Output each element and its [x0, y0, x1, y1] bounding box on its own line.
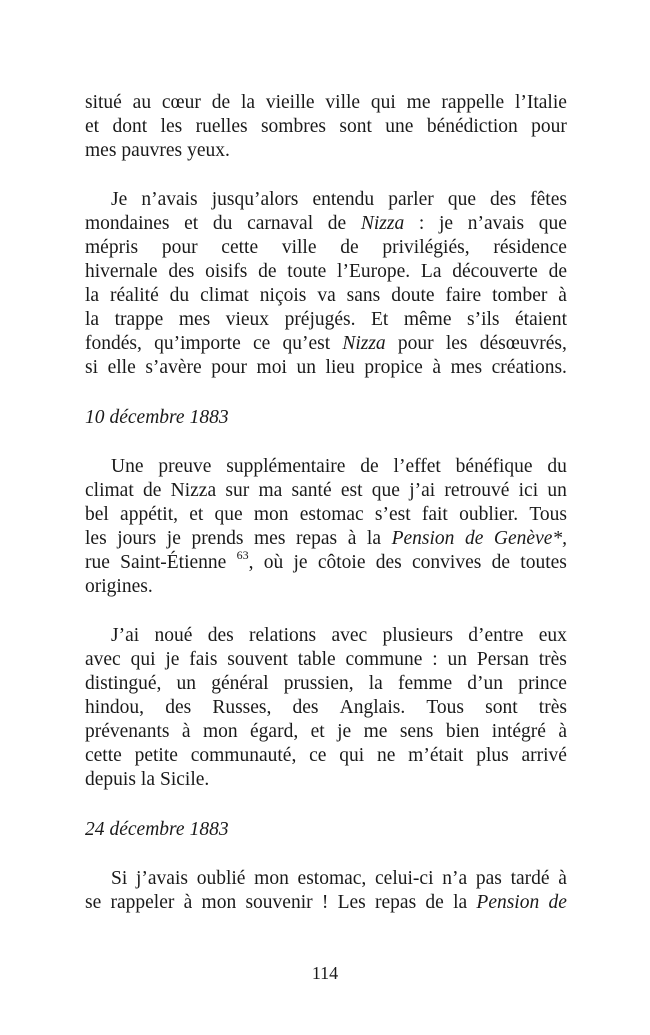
word: décembre — [109, 819, 185, 840]
word: côtoie — [317, 552, 366, 573]
word: souvent — [227, 649, 288, 670]
word: Anglais. — [339, 697, 406, 718]
word: Persan — [476, 649, 529, 670]
word: la — [85, 309, 100, 330]
word: oublier. — [459, 504, 519, 525]
word: que — [371, 480, 400, 501]
word: mépris — [85, 237, 139, 258]
word: 24 — [85, 819, 105, 840]
word: Sicile. — [160, 769, 210, 790]
text-line — [85, 575, 567, 599]
word: Les — [337, 892, 366, 913]
word: Pension — [476, 892, 540, 913]
word: trappe — [114, 309, 164, 330]
word: est — [340, 480, 363, 501]
word: de — [340, 237, 359, 258]
text-line — [85, 356, 567, 380]
word: ville — [281, 237, 317, 258]
word: cette — [221, 237, 259, 258]
word: Je — [111, 189, 128, 210]
word: de — [360, 456, 379, 477]
word: plus — [476, 745, 509, 766]
word: résidence — [493, 237, 567, 258]
word: très — [538, 697, 567, 718]
word: relations — [249, 625, 317, 646]
word: préjugés. — [284, 309, 356, 330]
word: rue — [85, 552, 110, 573]
word: de — [491, 552, 511, 573]
word: arrivé — [521, 745, 567, 766]
word: un — [176, 673, 197, 694]
diary-date-heading — [85, 406, 567, 430]
word: je — [439, 213, 454, 234]
word: me — [363, 721, 388, 742]
word: un — [296, 357, 316, 378]
word: tomber — [492, 285, 548, 306]
text-line — [85, 308, 567, 332]
word: de — [258, 261, 277, 282]
word: découverte — [452, 261, 538, 282]
text-line — [85, 139, 567, 163]
paragraph — [85, 188, 567, 380]
word: fais — [189, 649, 218, 670]
diary-date-heading — [85, 818, 567, 842]
word: de — [425, 892, 444, 913]
word: même — [403, 309, 452, 330]
word: l’Europe. — [337, 261, 411, 282]
word: ma — [258, 480, 283, 501]
word: communauté, — [190, 745, 297, 766]
word: depuis — [85, 769, 136, 790]
word: s’est — [374, 504, 411, 525]
word: de — [327, 213, 347, 234]
word: mon — [201, 892, 237, 913]
word: n’avais — [141, 189, 198, 210]
word: du — [547, 456, 567, 477]
word: oisifs — [205, 261, 248, 282]
word: niçois — [259, 285, 307, 306]
word: à — [183, 892, 193, 913]
word: et — [85, 116, 100, 137]
word: repas — [295, 528, 338, 549]
word: se — [85, 892, 102, 913]
word: décembre — [109, 407, 185, 428]
word: Genève*, — [493, 528, 567, 549]
word: distingué, — [85, 673, 162, 694]
word: de — [464, 528, 484, 549]
text-line — [85, 768, 567, 792]
text-line — [85, 406, 567, 430]
word: oublié — [196, 868, 246, 889]
word: ruelles — [195, 116, 248, 137]
word: au — [132, 92, 152, 113]
word: entendu — [312, 189, 375, 210]
text-line — [85, 624, 567, 648]
word: la — [140, 769, 155, 790]
word: je — [165, 649, 180, 670]
word: mes — [178, 309, 211, 330]
word: ici — [518, 480, 539, 501]
word: doute — [391, 285, 435, 306]
word: cœur — [161, 92, 201, 113]
word: mon — [253, 504, 289, 525]
word: qui — [339, 745, 365, 766]
word: s’ils — [467, 309, 500, 330]
word: que — [538, 213, 567, 234]
text-line — [85, 284, 567, 308]
word: que — [214, 504, 243, 525]
word: n’avais — [467, 213, 525, 234]
text-line — [85, 260, 567, 284]
word: à — [347, 528, 357, 549]
word: mes — [254, 528, 286, 549]
word: pas — [475, 868, 502, 889]
word: je — [293, 552, 308, 573]
word: si — [85, 357, 99, 378]
word: rappelle — [441, 92, 505, 113]
word: tardé — [510, 868, 550, 889]
word: des — [168, 261, 195, 282]
word: les — [85, 528, 107, 549]
word: yeux. — [187, 140, 230, 161]
word: Si — [111, 868, 128, 889]
word: ne — [376, 745, 396, 766]
text-line — [85, 479, 567, 503]
word: pour — [161, 237, 198, 258]
word: de — [548, 261, 567, 282]
word: : — [418, 213, 425, 234]
text-line — [85, 455, 567, 479]
word: étaient — [515, 309, 567, 330]
word: de — [211, 92, 231, 113]
word: mon — [202, 721, 238, 742]
word: elle — [107, 357, 136, 378]
word: prends — [191, 528, 244, 549]
word: toute — [287, 261, 327, 282]
word: sans — [346, 285, 381, 306]
word: où — [263, 552, 284, 573]
word: parler — [388, 189, 434, 210]
word: : — [432, 649, 438, 670]
word: femme — [398, 673, 453, 694]
word: ce — [309, 745, 327, 766]
word: qu’importe — [154, 333, 241, 354]
word: ce — [252, 333, 271, 354]
word: l’effet — [393, 456, 441, 477]
word: je — [166, 528, 181, 549]
word: de — [142, 480, 162, 501]
page-number: 114 — [311, 963, 339, 983]
word: les — [160, 116, 183, 137]
text-line — [85, 648, 567, 672]
text-line — [85, 891, 567, 915]
word: que — [447, 189, 476, 210]
word: prussien, — [283, 673, 354, 694]
word: un — [547, 480, 567, 501]
word: La — [420, 261, 442, 282]
word: supplémentaire — [226, 456, 346, 477]
word: table — [297, 649, 336, 670]
word: de — [548, 892, 567, 913]
word: estomac, — [297, 868, 367, 889]
word: santé — [291, 480, 332, 501]
word: vieille — [265, 92, 315, 113]
word: prince — [518, 673, 567, 694]
word: sens — [399, 721, 434, 742]
word: faire — [445, 285, 482, 306]
text-line — [85, 236, 567, 260]
word: celui-ci — [375, 868, 434, 889]
word: propice — [364, 357, 423, 378]
word: prévenants — [85, 721, 170, 742]
text-line — [85, 91, 567, 115]
word: mondaines — [85, 213, 170, 234]
word: la — [85, 285, 100, 306]
word: mes — [85, 140, 117, 161]
text-line — [85, 696, 567, 720]
paragraph — [85, 624, 567, 792]
word: je — [337, 721, 352, 742]
word: les — [445, 333, 468, 354]
word: dont — [112, 116, 148, 137]
word: fait — [421, 504, 448, 525]
word: avec — [85, 649, 121, 670]
text-line — [85, 547, 567, 575]
word: 1883 — [189, 407, 229, 428]
word: rappeler — [110, 892, 175, 913]
word: Nizza — [360, 213, 405, 234]
word: une — [385, 116, 414, 137]
word: et — [184, 213, 199, 234]
word: pour — [531, 116, 567, 137]
word: Russes, — [212, 697, 272, 718]
word: privilégiés, — [382, 237, 470, 258]
word: noué — [154, 625, 193, 646]
text-line — [85, 744, 567, 768]
word: sombres — [260, 116, 326, 137]
word: et — [189, 504, 204, 525]
word: preuve — [158, 456, 212, 477]
paragraph — [85, 91, 567, 163]
word: pour — [211, 357, 247, 378]
word: sont — [485, 697, 518, 718]
word: estomac — [299, 504, 364, 525]
word: l’Italie — [514, 92, 567, 113]
word: Et — [371, 309, 389, 330]
word: cette — [85, 745, 122, 766]
word: convives — [412, 552, 482, 573]
word: situé — [85, 92, 122, 113]
word: créations. — [491, 357, 567, 378]
text-line — [85, 115, 567, 139]
word: à — [432, 357, 442, 378]
paragraph — [85, 867, 567, 915]
word: réalité — [110, 285, 159, 306]
text-line — [85, 867, 567, 891]
word: d’entre — [468, 625, 524, 646]
word: carnaval — [247, 213, 314, 234]
word: bénédiction — [426, 116, 518, 137]
word: Tous — [426, 697, 464, 718]
word: fêtes — [530, 189, 567, 210]
paragraph — [85, 455, 567, 599]
word: fondés, — [85, 333, 142, 354]
word: lieu — [325, 357, 355, 378]
word: ! — [321, 892, 329, 913]
word: 1883 — [189, 819, 229, 840]
word: moi — [256, 357, 287, 378]
word: hivernale — [85, 261, 158, 282]
word: égard, — [250, 721, 299, 742]
word: mon — [254, 868, 289, 889]
word: origines. — [85, 576, 153, 597]
word: qui — [130, 649, 156, 670]
word: j’ai — [409, 480, 436, 501]
word: pour — [397, 333, 434, 354]
word: sur — [225, 480, 250, 501]
word: vieux — [225, 309, 270, 330]
word: très — [538, 649, 567, 670]
text-line — [85, 503, 567, 527]
text-line — [85, 527, 567, 551]
word: un — [447, 649, 468, 670]
word: intégré — [491, 721, 546, 742]
word: des — [490, 189, 517, 210]
word: Nizza — [170, 480, 217, 501]
text-line — [85, 332, 567, 356]
word: climat — [85, 480, 134, 501]
word: des — [207, 625, 234, 646]
word: petite — [134, 745, 178, 766]
word: n’a — [442, 868, 468, 889]
text-line — [85, 720, 567, 744]
text-line — [85, 818, 567, 842]
word: eux — [538, 625, 567, 646]
word: retrouvé — [444, 480, 510, 501]
word: appétit, — [120, 504, 178, 525]
text-line — [85, 212, 567, 236]
word: j’avais — [135, 868, 188, 889]
word: Saint-Étienne — [120, 552, 227, 573]
word: la — [368, 673, 383, 694]
word: bel — [85, 504, 109, 525]
word: la — [240, 92, 256, 113]
word: ville — [325, 92, 361, 113]
word: pauvres — [121, 140, 183, 161]
word: des — [375, 552, 402, 573]
word: d’un — [467, 673, 504, 694]
text-line — [85, 188, 567, 212]
word: mes — [450, 357, 483, 378]
word: à — [558, 285, 567, 306]
word: repas — [375, 892, 417, 913]
footnote-reference: 63 — [236, 547, 249, 562]
text-line — [85, 672, 567, 696]
word: des — [292, 697, 319, 718]
word: $^{63}$, — [236, 547, 254, 573]
word: qu’est — [282, 333, 331, 354]
word: à — [558, 868, 567, 889]
word: Nizza — [342, 333, 386, 354]
word: à — [181, 721, 191, 742]
word: Pension — [391, 528, 455, 549]
word: du — [169, 285, 190, 306]
word: la — [453, 892, 468, 913]
word: bien — [445, 721, 480, 742]
word: général — [211, 673, 269, 694]
word: plusieurs — [382, 625, 453, 646]
word: m’était — [408, 745, 464, 766]
word: toutes — [520, 552, 567, 573]
word: à — [558, 721, 567, 742]
word: jours — [117, 528, 157, 549]
word: du — [212, 213, 233, 234]
word: désœuvrés, — [479, 333, 567, 354]
word: me — [406, 92, 431, 113]
word: Tous — [529, 504, 567, 525]
word: qui — [370, 92, 396, 113]
word: des — [165, 697, 192, 718]
word: Une — [111, 456, 144, 477]
word: commune — [345, 649, 423, 670]
word: 10 — [85, 407, 105, 428]
word: et — [310, 721, 325, 742]
word: la — [366, 528, 381, 549]
word: bénéfique — [455, 456, 533, 477]
word: souvenir — [245, 892, 313, 913]
word: sont — [339, 116, 372, 137]
word: hindou, — [85, 697, 145, 718]
word: avec — [331, 625, 368, 646]
word: jusqu’alors — [211, 189, 299, 210]
word: J’ai — [111, 625, 140, 646]
word: s’avère — [145, 357, 202, 378]
word: va — [317, 285, 336, 306]
word: climat — [200, 285, 249, 306]
